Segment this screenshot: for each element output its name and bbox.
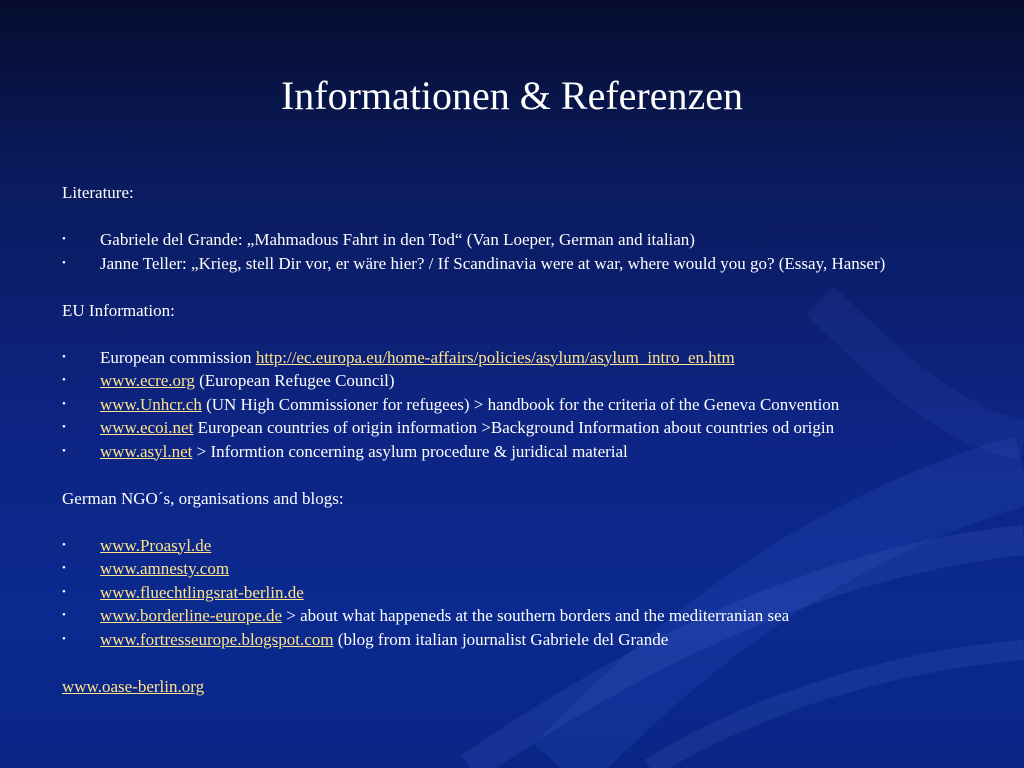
european-commission-link[interactable]: http://ec.europa.eu/home-affairs/policies/asylum/asylum_intro_en.htm xyxy=(255,347,735,367)
bullet-icon: • xyxy=(62,374,66,386)
list-item xyxy=(62,252,962,276)
eu-information-list xyxy=(62,346,962,464)
literature-item-text: Gabriele del Grande: „Mahmadous Fahrt in den Tod“ (Van Loeper, German and italian) xyxy=(100,230,695,249)
literature-heading: Literature: xyxy=(62,183,134,202)
unhcr-link[interactable]: www.Unhcr.ch xyxy=(100,394,202,414)
borderline-europe-link[interactable]: www.borderline-europe.de xyxy=(100,606,283,625)
link-description: (blog from italian journalist Gabriele del Grande xyxy=(333,629,669,649)
bullet-icon: • xyxy=(62,562,66,574)
list-item xyxy=(62,393,962,417)
bullet-icon: • xyxy=(62,609,66,621)
bullet-icon: • xyxy=(62,444,66,457)
list-item xyxy=(62,557,962,581)
bullet-icon: • xyxy=(62,421,66,433)
list-item xyxy=(62,440,962,464)
link-description: European countries of origin information >Background Information about countries od origin xyxy=(193,418,835,437)
ecoi-link[interactable]: www.ecoi.net xyxy=(100,418,194,437)
bullet-icon: • xyxy=(62,350,66,363)
list-item xyxy=(62,534,962,558)
ngo-list xyxy=(62,534,962,652)
list-item xyxy=(62,416,962,440)
slide-content xyxy=(62,181,962,698)
link-description: > about what happeneds at the southern borders and the mediterranian sea xyxy=(282,606,790,625)
proasyl-link[interactable]: www.Proasyl.de xyxy=(100,535,212,555)
list-item xyxy=(62,369,962,393)
bullet-icon: • xyxy=(62,632,66,645)
ngo-heading: German NGO´s, organisations and blogs: xyxy=(62,488,344,508)
fluechtlingsrat-link[interactable]: www.fluechtlingsrat-berlin.de xyxy=(100,582,304,602)
link-description: (European Refugee Council) xyxy=(194,371,395,390)
literature-list xyxy=(62,228,962,275)
slide-title: Informationen & Referenzen xyxy=(280,73,743,118)
footer-link-line xyxy=(62,675,962,699)
link-prefix-text: European commission xyxy=(100,347,256,367)
bullet-icon: • xyxy=(62,233,66,245)
eu-information-heading: EU Information: xyxy=(62,300,175,320)
list-item xyxy=(62,346,962,370)
bullet-icon: • xyxy=(62,585,66,598)
list-item xyxy=(62,581,962,605)
asyl-link[interactable]: www.asyl.net xyxy=(100,441,193,461)
bullet-icon: • xyxy=(62,256,66,269)
amnesty-link[interactable]: www.amnesty.com xyxy=(100,559,230,578)
oase-berlin-link[interactable]: www.oase-berlin.org xyxy=(62,676,205,696)
list-item xyxy=(62,228,962,252)
bullet-icon: • xyxy=(62,538,66,551)
link-description: > Informtion concerning asylum procedure & juridical material xyxy=(192,441,628,461)
list-item xyxy=(62,604,962,628)
fortresseurope-link[interactable]: www.fortresseurope.blogspot.com xyxy=(100,629,334,649)
list-item xyxy=(62,628,962,652)
literature-item-text: Janne Teller: „Krieg, stell Dir vor, er wäre hier? / If Scandinavia were at war, where would you go? (Essay, Hanser) xyxy=(100,253,886,273)
link-description: (UN High Commissioner for refugees) > handbook for the criteria of the Geneva Convention xyxy=(201,394,840,414)
bullet-icon: • xyxy=(62,397,66,410)
ecre-link[interactable]: www.ecre.org xyxy=(100,371,195,390)
